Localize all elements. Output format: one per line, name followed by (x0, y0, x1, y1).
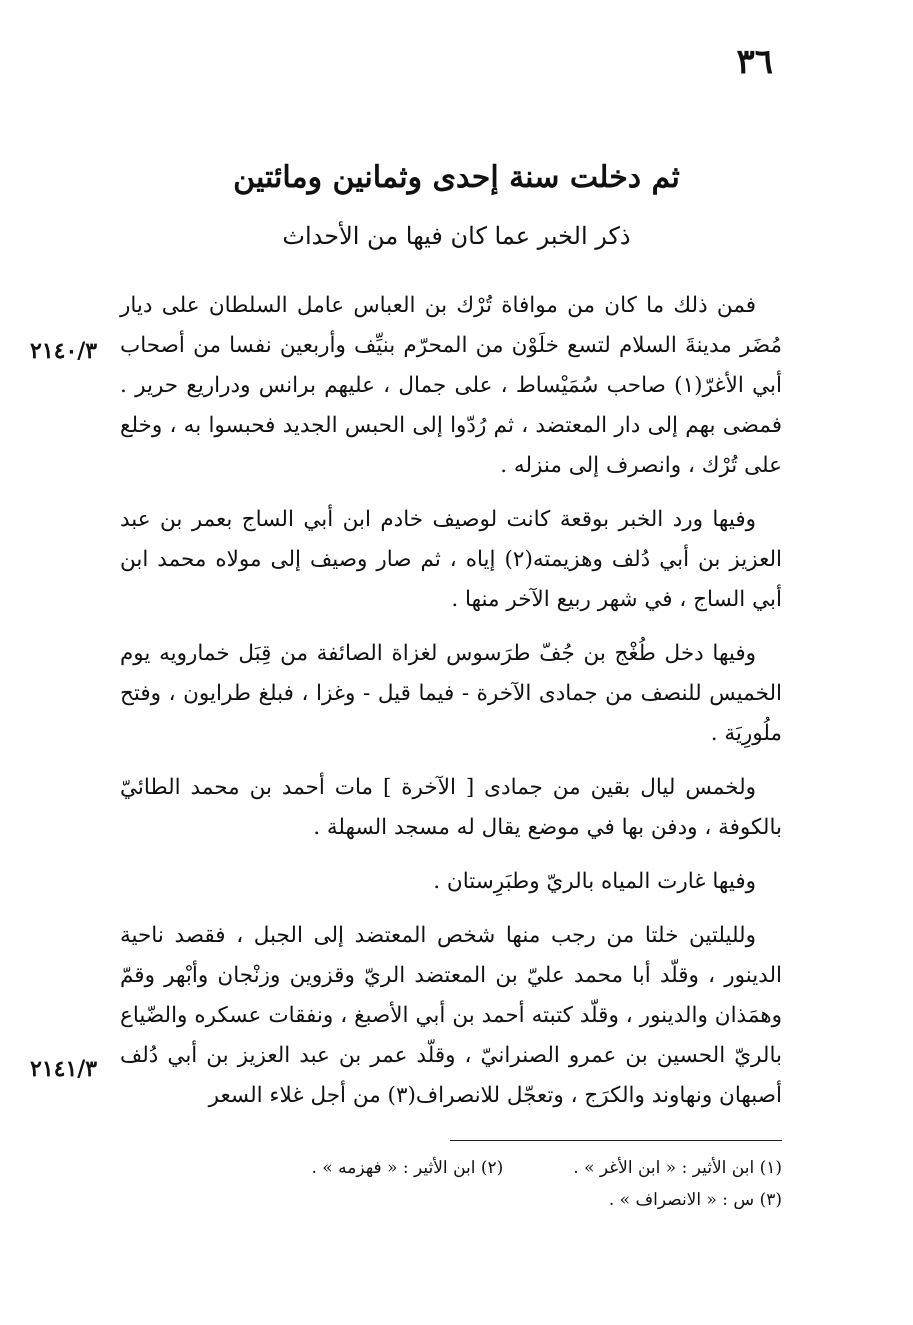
chapter-title: ثم دخلت سنة إحدى وثمانين ومائتين (233, 160, 680, 195)
margin-reference: ٢١٤١/٣ (30, 1056, 98, 1082)
paragraph: وفيها ورد الخبر بوقعة كانت لوصيف خادم ابن أبي الساج بعمر بن عبد العزيز بن أبي دُلف وهزيمته(٢) إياه ، ثم صار وصيف إلى مولاه محمد ابن أبي الساج ، في شهر ربيع الآخر منها . (120, 507, 782, 612)
paragraph: وفيها غارت المياه بالريّ وطبَرِستان . (433, 869, 756, 894)
paragraph: فمن ذلك ما كان من موافاة تُرْك بن العباس عامل السلطان على ديار مُضَر مدينةَ السلام لتسع خلَوْن من المحرّم بنيِّف وأربعين نفسا من أصحاب أبي الأغرّ(١) صاحب سُمَيْساط ، على جمال ، عليهم برانس ودراريع حرير . فمضى بهم إلى دار المعتضد ، ثم رُدّوا إلى الحبس الجديد فحبسوا به ، وخلع على تُرْك ، وانصرف إلى منزله . (120, 293, 782, 478)
paragraph: ولليلتين خلتا من رجب منها شخص المعتضد إلى الجبل ، فقصد ناحية الدينور ، وقلّد أبا محمد عليّ بن المعتضد الريّ وقزوين وزنْجان وأبْهر وقمّ وهمَذان والدينور ، وقلّد كتبته أحمد بن أبي الأصبغ ، ونفقات عسكره والضّياع بالريّ الحسين بن عمرو الصنرانيّ ، وقلّد عمر بن عبد العزيز بن أبي دُلف أصبهان ونهاوند والكرَج ، وتعجّل للانصراف(٣) من أجل غلاء السعر (120, 923, 782, 1108)
body-text (120, 286, 782, 1130)
paragraph: ولخمس ليال بقين من جمادى [ الآخرة ] مات أحمد بن محمد الطائيّ بالكوفة ، ودفن بها في موضع يقال له مسجد السهلة . (120, 775, 782, 840)
page-number: ٣٦ (736, 42, 773, 82)
margin-reference: ٢١٤٠/٣ (30, 338, 98, 364)
footnote-divider (450, 1140, 782, 1141)
chapter-subtitle: ذكر الخبر عما كان فيها من الأحداث (282, 222, 631, 250)
footnote: (٣) س : « الانصراف » . (608, 1190, 782, 1210)
footnotes (120, 1152, 782, 1216)
footnote: (١) ابن الأثير : « ابن الأغر » . (573, 1158, 782, 1178)
footnote: (٢) ابن الأثير : « فهزمه » . (311, 1158, 504, 1178)
paragraph: وفيها دخل طُغْج بن جُفّ طرَسوس لغزاة الصائفة من قِبَل خمارويه يوم الخميس للنصف من جمادى الآخرة - فيما قيل - وغزا ، فبلغ طرايون ، وفتح ملُورِيَة . (120, 641, 782, 746)
